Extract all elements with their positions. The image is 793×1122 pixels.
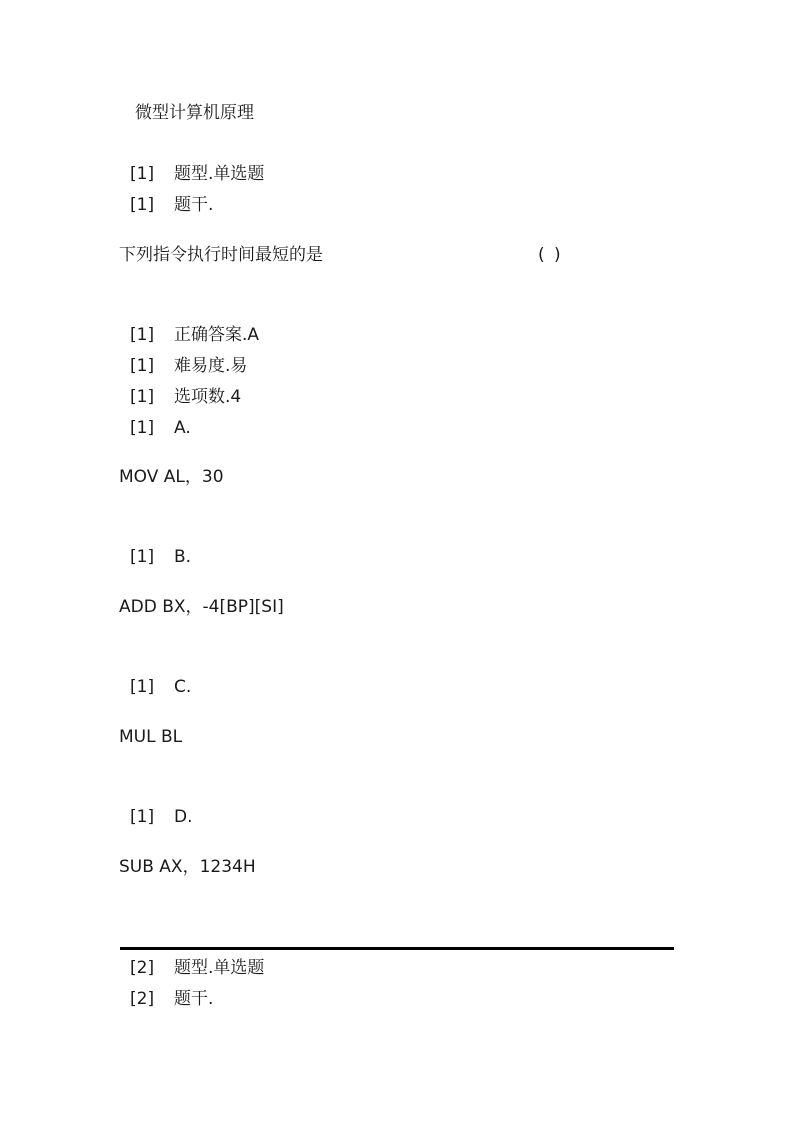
q1-option-a-label: A. [174, 418, 191, 438]
q1-option-a-row [130, 417, 191, 439]
q1-answer-text: 正确答案.A [174, 325, 260, 345]
q1-type-text: 题型.单选题 [174, 164, 265, 184]
q1-option-count-row [130, 386, 241, 408]
q1-option-b-label: B. [174, 547, 192, 567]
q1-option-c-text: MUL BL [119, 727, 183, 747]
q1-difficulty-text: 难易度.易 [174, 356, 248, 376]
q1-option-d-row [130, 806, 193, 828]
q2-type-row [130, 957, 264, 979]
question-divider [120, 947, 674, 950]
q2-stem-row [130, 988, 213, 1010]
q1-stem-tag: [1] [130, 195, 155, 215]
q2-type-tag: [2] [130, 958, 155, 978]
q1-option-c-label: C. [174, 677, 192, 697]
q1-option-d-text: SUB AX，1234H [119, 857, 256, 877]
q1-answer-tag: [1] [130, 325, 155, 345]
q1-option-b-text: ADD BX，-4[BP][SI] [119, 597, 284, 617]
q1-option-b-tag: [1] [130, 547, 155, 567]
q1-type-row [130, 163, 264, 185]
q1-stem-row [130, 194, 213, 216]
q1-difficulty-tag: [1] [130, 356, 155, 376]
q1-answer-parentheses: ( ) [538, 245, 561, 265]
q1-option-c-tag: [1] [130, 677, 155, 697]
q1-option-a-text: MOV AL，30 [119, 467, 224, 487]
q1-option-d-tag: [1] [130, 807, 155, 827]
q1-difficulty-row [130, 355, 247, 377]
document-title: 微型计算机原理 [135, 103, 254, 123]
q1-type-tag: [1] [130, 164, 155, 184]
q1-option-count-tag: [1] [130, 387, 155, 407]
q2-stem-tag: [2] [130, 989, 155, 1009]
q1-option-d-label: D. [174, 807, 193, 827]
q1-question-text: 下列指令执行时间最短的是 [119, 245, 323, 265]
q1-option-c-row [130, 676, 191, 698]
q1-option-a-tag: [1] [130, 418, 155, 438]
q1-option-count-text: 选项数.4 [174, 387, 242, 407]
q1-option-b-row [130, 546, 191, 568]
q2-stem-text: 题干. [174, 989, 214, 1009]
q2-type-text: 题型.单选题 [174, 958, 265, 978]
q1-stem-text: 题干. [174, 195, 214, 215]
q1-answer-row [130, 324, 259, 346]
